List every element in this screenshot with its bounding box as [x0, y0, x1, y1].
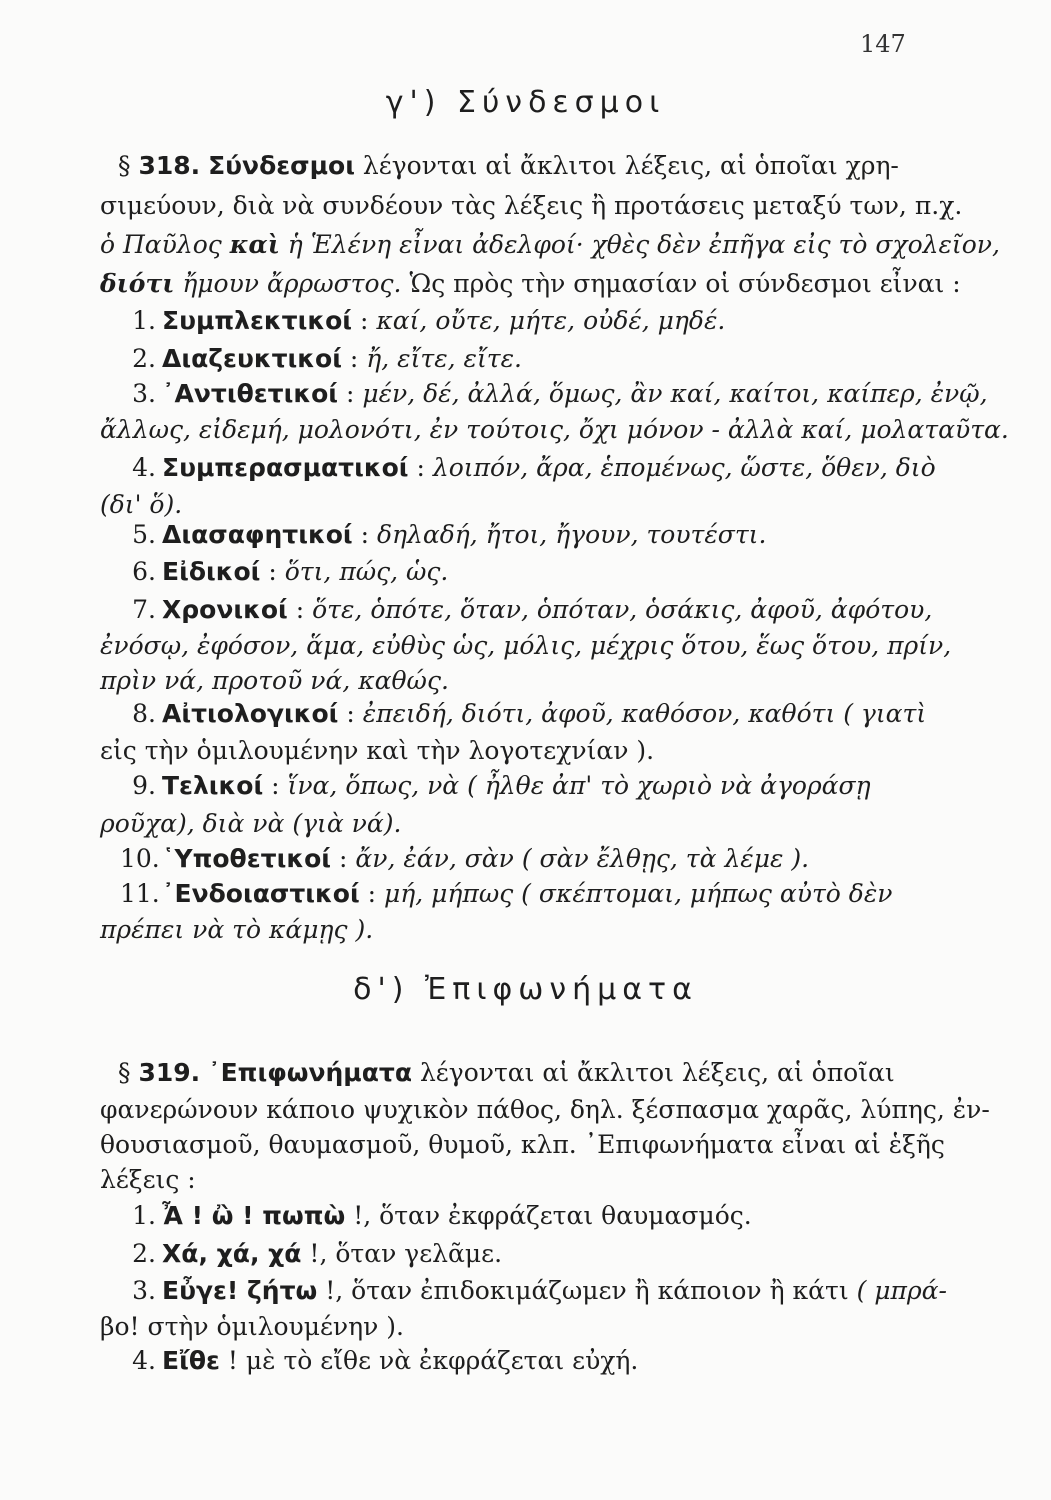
paragraph-319-line-3: θουσιασμοῦ, θαυμασμοῦ, θυμοῦ, κλπ. ᾿Επιφωνήματα εἶναι αἱ ἑξῆς	[100, 1130, 945, 1159]
list-item: 1. Συμπλεκτικοί : καί, οὔτε, μήτε, οὐδέ, μηδέ.	[132, 306, 726, 335]
page-number: 147	[860, 30, 906, 58]
list-item-continuation: ροῦχα), διὰ νὰ (γιὰ νά).	[100, 809, 402, 838]
list-item: 2. Χά, χά, χά !, ὅταν γελᾶμε.	[132, 1239, 503, 1268]
list-item: 4. Συμπερασματικοί : λοιπόν, ἄρα, ἑπομένως, ὥστε, ὅθεν, διὸ	[132, 453, 936, 482]
example-text: ὁ Παῦλος	[100, 230, 222, 259]
list-item: 9. Τελικοί : ἵνα, ὅπως, νὰ ( ἦλθε ἀπ' τὸ χωριὸ νὰ ἀγοράσῃ	[132, 771, 871, 800]
list-item: 7. Χρονικοί : ὅτε, ὁπότε, ὅταν, ὁπόταν, ὁσάκις, ἀφοῦ, ἀφότου,	[132, 595, 933, 624]
paragraph-318-line-4	[100, 268, 961, 300]
example-conjunction: διότι	[100, 269, 175, 298]
intro-text: Ὡς πρὸς τὴν σημασίαν οἱ σύνδεσμοι εἶναι :	[409, 269, 961, 298]
intro-text: λέγονται αἱ ἄκλιτοι λέξεις, αἱ ὁποῖαι χρη-	[362, 151, 899, 180]
list-item: 1. Ἆ ! ὢ ! πωπὼ !, ὅταν ἐκφράζεται θαυμασμός.	[132, 1201, 752, 1230]
paragraph-number: 319.	[138, 1058, 201, 1087]
list-item: 5. Διασαφητικοί : δηλαδή, ἤτοι, ἤγουν, τουτέστι.	[132, 520, 767, 549]
paragraph-319-line-2: φανερώνουν κάποιο ψυχικὸν πάθος, δηλ. ξέσπασμα χαρᾶς, λύπης, ἐν-	[100, 1095, 990, 1124]
paragraph-mark: §	[118, 151, 131, 180]
list-item-continuation: βο! στὴν ὁμιλουμένην ).	[100, 1312, 404, 1341]
paragraph-318-line-3	[100, 229, 1000, 261]
list-item: 6. Εἰδικοί : ὅτι, πώς, ὡς.	[132, 557, 449, 586]
paragraph-number: 318.	[138, 151, 201, 180]
list-item-continuation: ἄλλως, εἰδεμή, μολονότι, ἐν τούτοις, ὄχι μόνον - ἀλλὰ καί, μολαταῦτα.	[100, 415, 1009, 444]
term-heading: ᾿Επιφωνήματα	[208, 1058, 412, 1087]
list-item: 8. Αἰτιολογικοί : ἐπειδή, διότι, ἀφοῦ, καθόσον, καθότι ( γιατὶ	[132, 699, 927, 728]
list-item-continuation: εἰς τὴν ὁμιλουμένην καὶ τὴν λογοτεχνίαν ).	[100, 736, 655, 765]
list-item: 3. ᾿Αντιθετικοί : μέν, δέ, ἀλλά, ὅμως, ἂν καί, καίτοι, καίπερ, ἐνῷ,	[132, 379, 988, 408]
list-item: 3. Εὖγε! ζήτω !, ὅταν ἐπιδοκιμάζωμεν ἢ κάποιον ἢ κάτι ( μπρά-	[132, 1276, 947, 1305]
list-item-continuation: πρὶν νά, προτοῦ νά, καθώς.	[100, 666, 449, 695]
paragraph-319-line-1	[118, 1057, 905, 1089]
section-title-interjections: δ') Ἐπιφωνήματα	[353, 972, 698, 1007]
list-item: 10.῾Υποθετικοί : ἄν, ἐάν, σὰν ( σὰν ἔλθῃς, τὰ λέμε ).	[120, 844, 810, 873]
list-item-continuation: πρέπει νὰ τὸ κάμῃς ).	[100, 915, 374, 944]
paragraph-mark: §	[118, 1058, 131, 1087]
term-heading: Σύνδεσμοι	[208, 151, 355, 180]
intro-text: λέγονται αἱ ἄκλιτοι λέξεις, αἱ ὁποῖαι	[419, 1058, 895, 1087]
list-item: 11.᾿Ενδοιαστικοί : μή, μήπως ( σκέπτομαι, μήπως αὐτὸ δὲν	[120, 879, 893, 908]
example-conjunction: καὶ	[229, 230, 280, 259]
example-text: ἤμουν ἄρρωστος.	[182, 269, 402, 298]
paragraph-318-line-1	[118, 150, 905, 182]
paragraph-319-line-4: λέξεις :	[100, 1165, 196, 1194]
list-item: 4. Εἴθε ! μὲ τὸ εἴθε νὰ ἐκφράζεται εὐχή.	[132, 1346, 639, 1375]
list-item-continuation: ἐνόσῳ, ἐφόσον, ἅμα, εὐθὺς ὡς, μόλις, μέχρις ὅτου, ἕως ὅτου, πρίν,	[100, 631, 952, 660]
list-item: 2. Διαζευκτικοί : ἤ, εἴτε, εἴτε.	[132, 344, 522, 373]
list-item-continuation: (δι' ὅ).	[100, 490, 183, 519]
example-text: ἡ Ἑλένη εἶναι ἀδελφοί· χθὲς δὲν ἐπῆγα εἰς τὸ σχολεῖον,	[287, 230, 1000, 259]
section-title-conjunctions: γ') Σύνδεσμοι	[385, 85, 666, 120]
paragraph-318-line-2: σιμεύουν, διὰ νὰ συνδέουν τὰς λέξεις ἢ προτάσεις μεταξύ των, π.χ.	[100, 191, 963, 220]
